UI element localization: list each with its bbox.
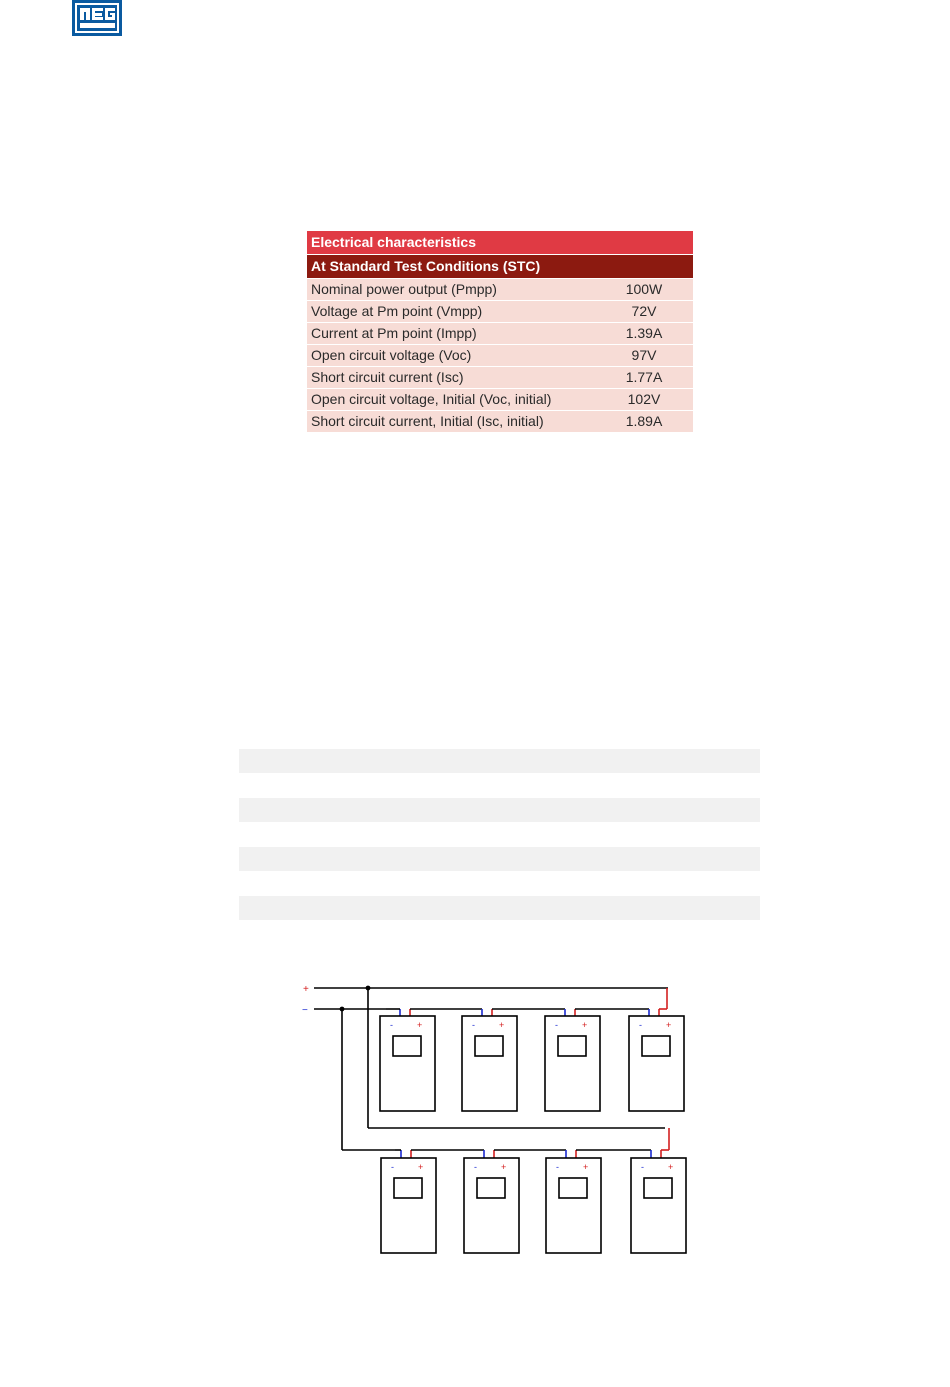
terminal-plus-label: + [582,1020,588,1030]
terminal-minus-label: - [556,1162,559,1172]
electrical-characteristics-table [307,231,693,433]
terminal-minus-label: - [391,1162,394,1172]
terminal-plus-label: + [501,1162,507,1172]
terminal-plus-label: + [417,1020,423,1030]
blank-row [239,847,760,871]
table-title: Electrical characteristics [307,231,693,255]
junction-box [477,1178,505,1198]
junction-box [558,1036,586,1056]
wiring-diagram [300,978,700,1263]
terminal-plus-label: + [499,1020,505,1030]
terminal-minus-label: - [555,1020,558,1030]
row-label: Current at Pm point (Impp) [307,323,595,345]
terminal-minus-label: - [474,1162,477,1172]
terminal-minus-label: - [641,1162,644,1172]
row-value: 1.39A [595,323,693,345]
table-row [307,301,693,323]
junction-box [475,1036,503,1056]
terminal-plus-label: + [668,1162,674,1172]
terminal-minus-label: - [472,1020,475,1030]
table-row [307,345,693,367]
pv-module [462,1016,517,1111]
pv-module [546,1158,601,1253]
terminal-minus-label: - [639,1020,642,1030]
row-label: Short circuit current (Isc) [307,367,595,389]
terminal-plus-label: + [583,1162,589,1172]
row-label: Open circuit voltage, Initial (Voc, initial) [307,389,595,411]
pv-module [464,1158,519,1253]
junction-box [642,1036,670,1056]
weg-logo [72,0,122,36]
blank-row [239,896,760,920]
row-value: 100W [595,279,693,301]
terminal-plus-label: + [418,1162,424,1172]
row-label: Short circuit current, Initial (Isc, initial) [307,411,595,433]
bus-minus-label: − [302,1005,308,1016]
pv-module [629,1016,684,1111]
row-value: 1.89A [595,411,693,433]
row-value: 102V [595,389,693,411]
pv-module [631,1158,686,1253]
blank-row [239,798,760,822]
row-label: Open circuit voltage (Voc) [307,345,595,367]
table-row [307,367,693,389]
table-subtitle-row [307,255,693,279]
table-row [307,411,693,433]
row-label: Voltage at Pm point (Vmpp) [307,301,595,323]
table-row [307,323,693,345]
table-row [307,279,693,301]
terminal-minus-label: - [390,1020,393,1030]
row-value: 72V [595,301,693,323]
row-value: 97V [595,345,693,367]
junction-dot [340,1007,345,1012]
terminal-plus-label: + [666,1020,672,1030]
table-title-row [307,231,693,255]
pv-module [381,1158,436,1253]
pv-module [545,1016,600,1111]
junction-box [394,1178,422,1198]
blank-row [239,749,760,773]
table-subtitle: At Standard Test Conditions (STC) [307,255,693,279]
bus-plus-label: + [303,984,309,995]
junction-dot [366,986,371,991]
junction-box [644,1178,672,1198]
pv-module [380,1016,435,1111]
junction-box [559,1178,587,1198]
row-label: Nominal power output (Pmpp) [307,279,595,301]
modules [380,1016,686,1253]
row-value: 1.77A [595,367,693,389]
junction-box [393,1036,421,1056]
table-row [307,389,693,411]
